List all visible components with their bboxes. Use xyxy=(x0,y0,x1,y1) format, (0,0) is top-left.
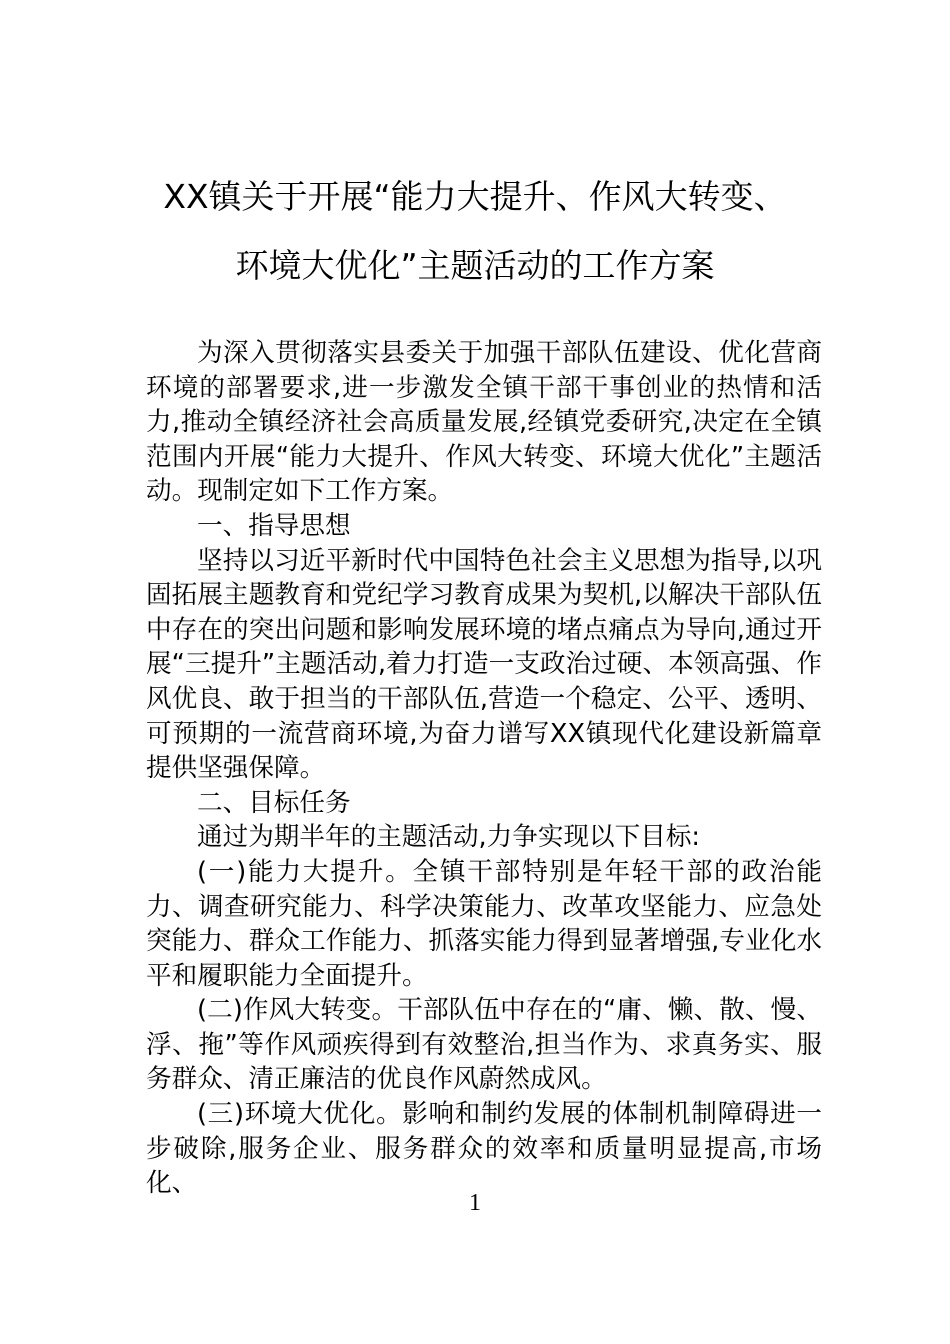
goal-environment-paragraph: (三)环境大优化。影响和制约发展的体制机制障碍进一步破除,服务企业、服务群众的效率和质量明显提高,市场化、 xyxy=(146,1099,822,1199)
document-title-line-2: 环境大优化”主题活动的工作方案 xyxy=(235,246,715,285)
page-number: 1 xyxy=(469,1190,481,1216)
goals-intro-paragraph: 通过为期半年的主题活动,力争实现以下目标: xyxy=(197,822,701,853)
document-title-line-1: XX镇关于开展“能力大提升、作风大转变、 xyxy=(163,177,787,216)
goal-style-paragraph: (二)作风大转变。干部队伍中存在的“庸、懒、散、慢、浮、拖”等作风顽疾得到有效整治,担当作为、求真务实、服务群众、清正廉洁的优良作风蔚然成风。 xyxy=(146,995,822,1095)
guiding-thought-paragraph: 坚持以习近平新时代中国特色社会主义思想为指导,以巩固拓展主题教育和党纪学习教育成果为契机,以解决干部队伍中存在的突出问题和影响发展环境的堵点痛点为导向,通过开展“三提升”主题活动,着力打造一支政治过硬、本领高强、作风优良、敢于担当的干部队伍,营造一个稳定、公平、透明、可预期的一流营商环境,为奋力谱写XX镇现代化建设新篇章提供坚强保障。 xyxy=(146,545,822,784)
section-heading-guiding-thought: 一、指导思想 xyxy=(197,510,351,541)
section-heading-goals: 二、目标任务 xyxy=(197,787,351,818)
intro-paragraph: 为深入贯彻落实县委关于加强干部队伍建设、优化营商环境的部署要求,进一步激发全镇干部干事创业的热情和活力,推动全镇经济社会高质量发展,经镇党委研究,决定在全镇范围内开展“能力大提升、作风大转变、环境大优化”主题活动。现制定如下工作方案。 xyxy=(146,338,822,507)
document-body xyxy=(146,336,822,1201)
goal-ability-paragraph: (一)能力大提升。全镇干部特别是年轻干部的政治能力、调查研究能力、科学决策能力、改革攻坚能力、应急处突能力、群众工作能力、抓落实能力得到显著增强,专业化水平和履职能力全面提升。 xyxy=(146,856,822,991)
